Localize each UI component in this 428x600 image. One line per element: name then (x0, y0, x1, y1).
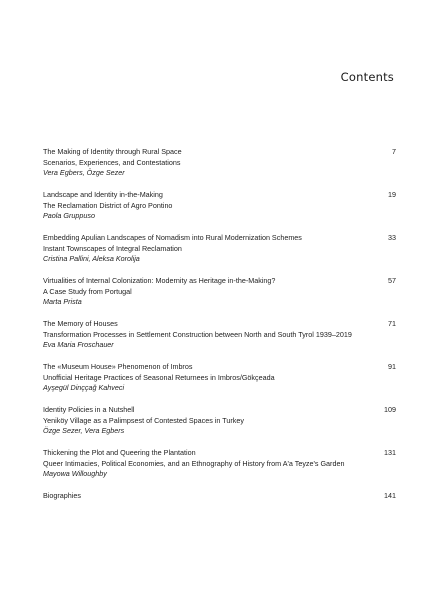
entry-authors: Cristina Pallini, Aleksa Korolija (43, 254, 140, 263)
entry-subtitle: A Case Study from Portugal (43, 286, 132, 296)
entry-page-number: 7 (392, 147, 396, 156)
toc-entry[interactable] (43, 405, 396, 437)
entry-title: The Memory of Houses (43, 319, 118, 328)
entry-page-number: 109 (384, 405, 396, 414)
entry-authors: Vera Egbers, Özge Sezer (43, 168, 125, 177)
entry-title: Embedding Apulian Landscapes of Nomadism into Rural Modernization Schemes (43, 233, 302, 242)
entry-title: Virtualities of Internal Colonization: Modernity as Heritage in-the-Making? (43, 276, 276, 285)
entry-page-number: 71 (388, 319, 396, 328)
entry-page-number: 131 (384, 448, 396, 457)
entry-subtitle: Yeniköy Village as a Palimpsest of Contested Spaces in Turkey (43, 415, 244, 425)
entry-authors: Eva Maria Froschauer (43, 340, 114, 349)
entry-authors: Özge Sezer, Vera Egbers (43, 426, 125, 435)
entry-authors: Mayowa Willoughby (43, 469, 107, 478)
contents-heading: Contents (340, 70, 394, 84)
entry-subtitle: Unofficial Heritage Practices of Seasonal Returnees in Imbros/Gökçeada (43, 372, 275, 382)
entry-title: Thickening the Plot and Queering the Plantation (43, 448, 196, 457)
toc-entry[interactable] (43, 147, 396, 179)
toc-entry[interactable] (43, 190, 396, 222)
toc-entry[interactable] (43, 362, 396, 394)
entry-subtitle: Scenarios, Experiences, and Contestations (43, 157, 181, 167)
toc-entry[interactable] (43, 491, 396, 502)
entry-subtitle: Transformation Processes in Settlement Construction between North and South Tyrol 1939–2019 (43, 329, 352, 339)
toc-entry[interactable] (43, 319, 396, 351)
entry-subtitle: Instant Townscapes of Integral Reclamation (43, 243, 182, 253)
toc-entry[interactable] (43, 276, 396, 308)
entry-authors: Ayşegül Dinççağ Kahveci (43, 383, 125, 392)
entry-title: Landscape and Identity in-the-Making (43, 190, 163, 199)
toc-entry[interactable] (43, 233, 396, 265)
entry-page-number: 19 (388, 190, 396, 199)
entry-page-number: 91 (388, 362, 396, 371)
entry-authors: Marta Prista (43, 297, 82, 306)
entry-authors: Paola Gruppuso (43, 211, 95, 220)
entry-subtitle: The Reclamation District of Agro Pontino (43, 200, 173, 210)
entry-page-number: 141 (384, 491, 396, 500)
table-of-contents (43, 147, 396, 502)
entry-subtitle: Queer Intimacies, Political Economies, and an Ethnography of History from A'a Teyze's Garden (43, 458, 345, 468)
entry-title: The Making of Identity through Rural Space (43, 147, 182, 156)
entry-title: Identity Policies in a Nutshell (43, 405, 135, 414)
entry-title: Biographies (43, 491, 81, 500)
entry-page-number: 57 (388, 276, 396, 285)
toc-entry[interactable] (43, 448, 396, 480)
entry-page-number: 33 (388, 233, 396, 242)
entry-title: The «Museum House» Phenomenon of Imbros (43, 362, 193, 371)
